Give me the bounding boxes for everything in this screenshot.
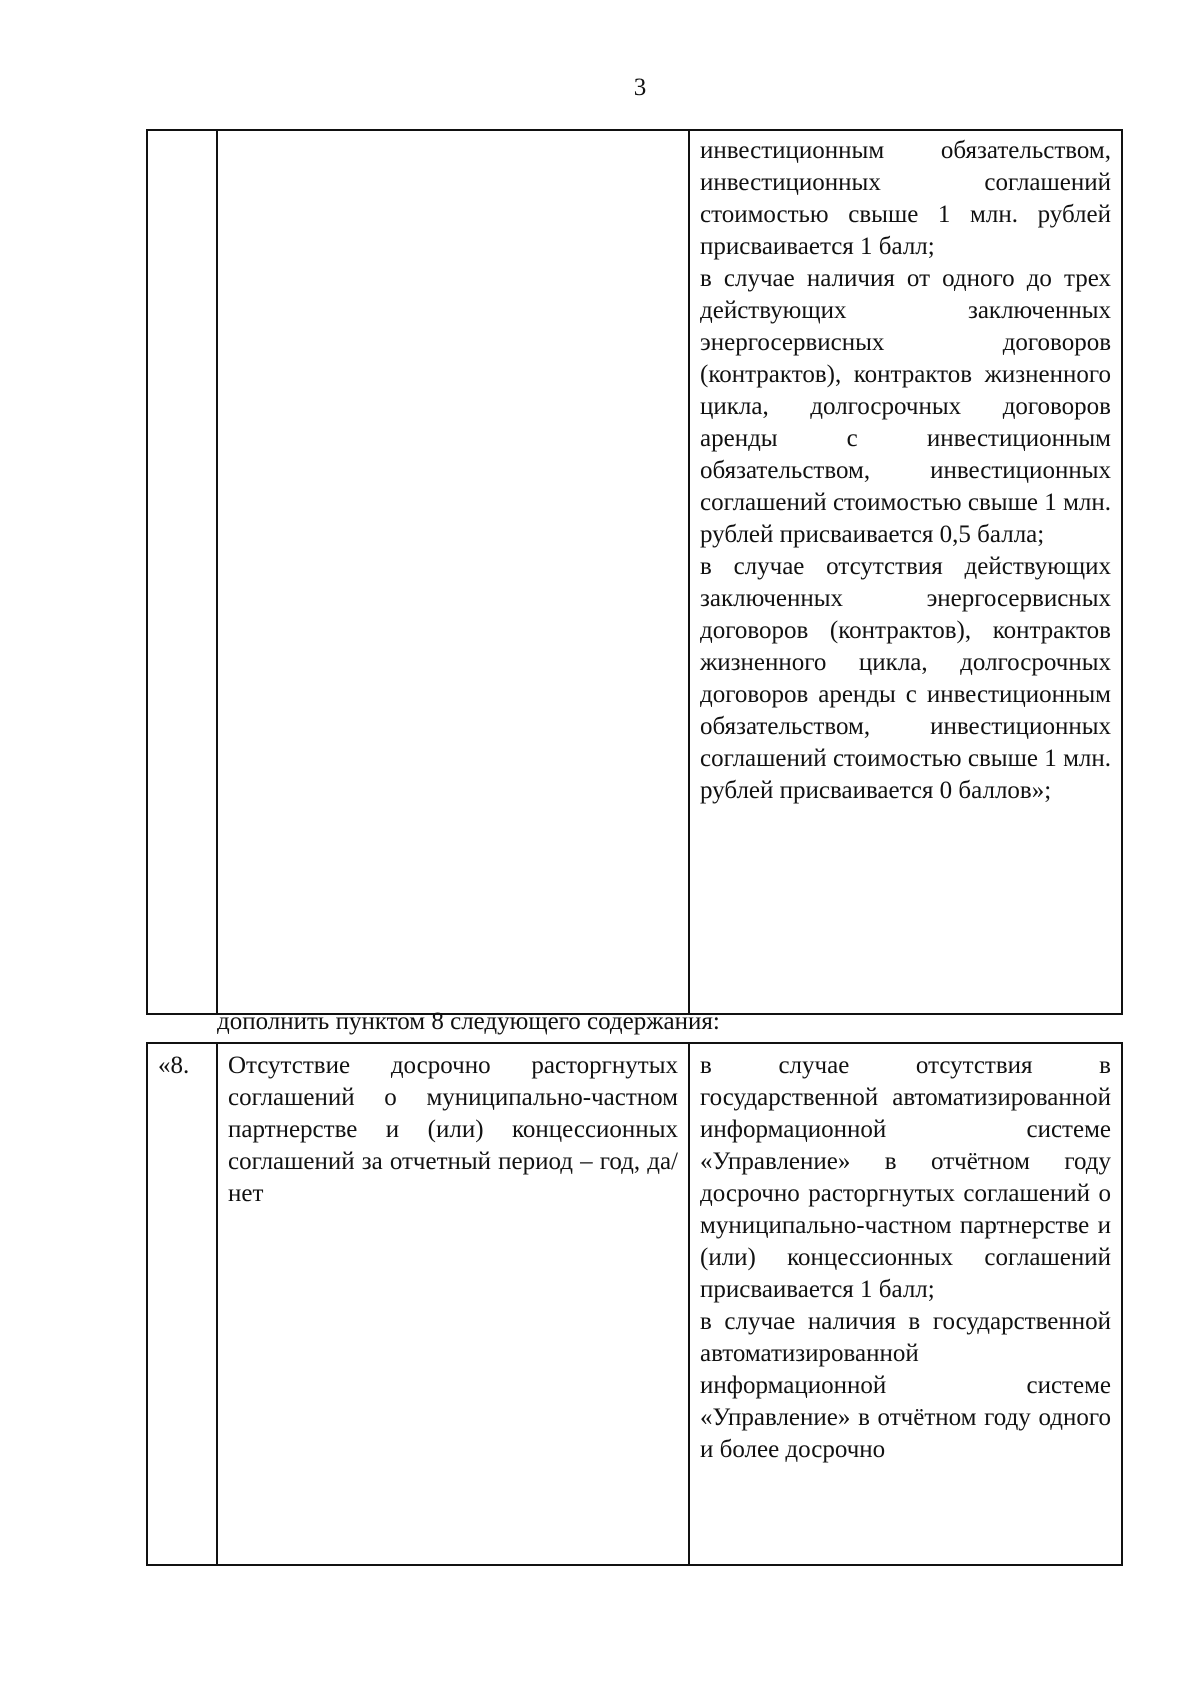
criteria-cell: [689, 130, 1122, 1014]
criteria-paragraph: в случае наличия в государственной автоматизированной информационной системе «Управление» в отчётном году одного и более досрочно: [700, 1308, 1111, 1463]
number-cell: «8.: [147, 1043, 217, 1565]
criteria-paragraph: в случае отсутствия действующих заключенных энергосервисных договоров (контрактов), контрактов жизненного цикла, долгосрочных договоров аренды с инвестиционным обязательством, инвестиционных соглашений стоимостью свыше 1 млн. рублей присваивается 0 баллов»;: [700, 553, 1111, 804]
criteria-paragraph: инвестиционным обязательством, инвестиционных соглашений стоимостью свыше 1 млн. рублей присваивается 1 балл;: [700, 137, 1111, 260]
criteria-table-continued: [146, 129, 1123, 1015]
table-row: [147, 130, 1122, 1014]
amendment-line: дополнить пунктом 8 следующего содержания:: [217, 1008, 720, 1035]
number-cell: [147, 130, 217, 1014]
criteria-paragraph: в случае отсутствия в государственной автоматизированной информационной системе «Управление» в отчётном году досрочно расторгнутых соглашений о муниципально-частном партнерстве и (или) концессионных соглашений присваивается 1 балл;: [700, 1052, 1111, 1303]
criteria-table-new-item: [146, 1042, 1123, 1566]
criteria-paragraph: в случае наличия от одного до трех действующих заключенных энергосервисных договоров (контрактов), контрактов жизненного цикла, долгосрочных договоров аренды с инвестиционным обязательством, инвестиционных соглашений стоимостью свыше 1 млн. рублей присваивается 0,5 балла;: [700, 265, 1111, 548]
indicator-cell: Отсутствие досрочно расторгнутых соглашений о муниципально-частном партнерстве и (или) концессионных соглашений за отчетный период – год, да/нет: [217, 1043, 689, 1565]
table-row: [147, 1043, 1122, 1565]
page-number: 3: [633, 74, 647, 101]
indicator-cell: [217, 130, 689, 1014]
criteria-cell: [689, 1043, 1122, 1565]
